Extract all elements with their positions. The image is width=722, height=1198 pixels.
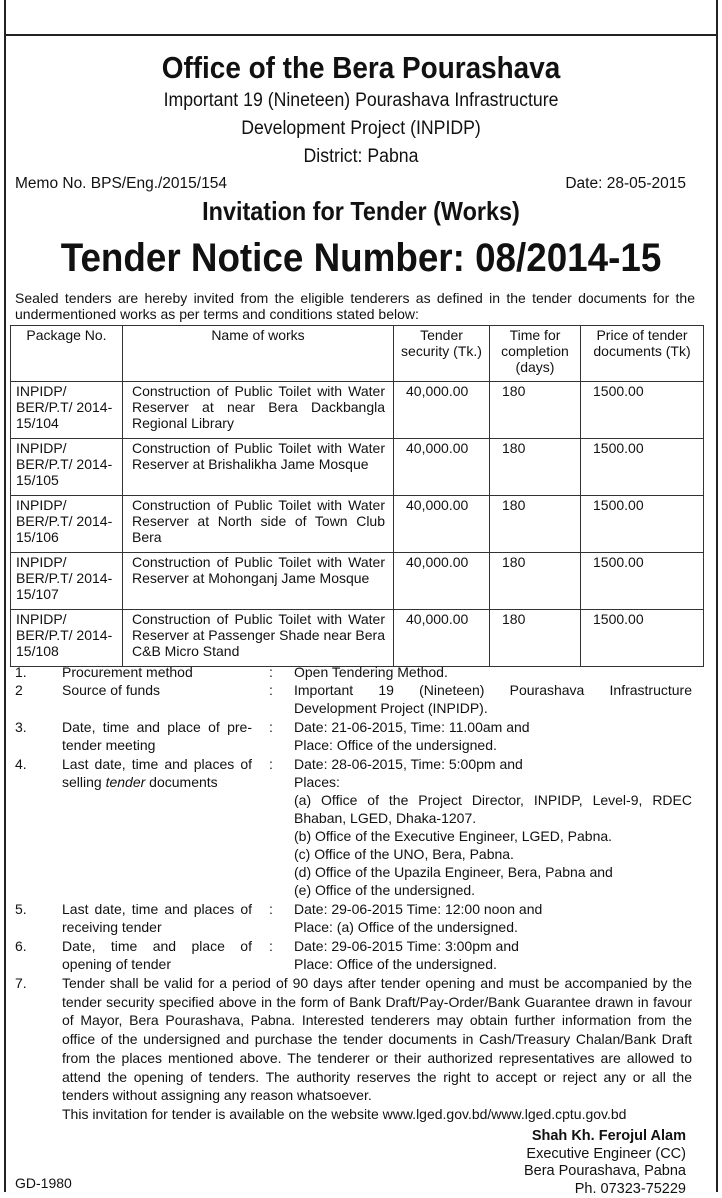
project-line-2: Development Project (INPIDP)	[25, 118, 696, 140]
table-header-row	[11, 326, 704, 382]
project-line-1: Important 19 (Nineteen) Pourashava Infrastructure	[25, 90, 696, 112]
item-value	[294, 900, 692, 936]
signature-block	[524, 1128, 686, 1198]
value-line: Date: 29-06-2015 Time: 3:00pm and	[294, 937, 692, 955]
tender-table	[10, 325, 704, 667]
tender-security: 40,000.00	[394, 439, 490, 496]
condition-item	[15, 900, 695, 937]
column-header: Price of tender documents (Tk)	[581, 326, 704, 382]
item-number: 5.	[15, 900, 27, 918]
item-colon: :	[269, 663, 273, 681]
item-label: Source of funds	[62, 681, 252, 699]
value-line: Place: Office of the undersigned.	[294, 955, 692, 973]
office-title: Office of the Bera Pourashava	[36, 50, 686, 86]
package-no: INPIDP/ BER/P.T/ 2014-15/108	[11, 610, 123, 667]
completion-days: 180	[490, 610, 581, 667]
value-line: (d) Office of the Upazila Engineer, Bera, Pabna and	[294, 863, 692, 881]
tender-security: 40,000.00	[394, 382, 490, 439]
invitation-heading: Invitation for Tender (Works)	[36, 196, 686, 227]
signatory-name: Shah Kh. Ferojul Alam	[524, 1128, 686, 1146]
label-text: documents	[145, 774, 217, 790]
item-number: 6.	[15, 937, 27, 955]
top-rule	[4, 34, 718, 36]
tender-security: 40,000.00	[394, 496, 490, 553]
condition-item	[15, 974, 695, 1124]
item-number: 3.	[15, 718, 27, 736]
work-name: Construction of Public Toilet with Water Reserver at Brishalikha Jame Mosque	[123, 439, 394, 496]
column-header: Name of works	[123, 326, 394, 382]
item-number: 2	[15, 681, 23, 699]
item-label: Procurement method	[62, 663, 252, 681]
work-name: Construction of Public Toilet with Water Reserver at North side of Town Club Bera	[123, 496, 394, 553]
item-colon: :	[269, 718, 273, 736]
document-price: 1500.00	[581, 439, 704, 496]
item-value: Important 19 (Nineteen) Pourashava Infrastructure Development Project (INPIDP).	[294, 681, 692, 717]
column-header: Time for completion (days)	[490, 326, 581, 382]
website-note: This invitation for tender is available on the website www.lged.gov.bd/www.lged.cptu.gov.bd	[62, 1105, 692, 1124]
intro-paragraph: Sealed tenders are hereby invited from the eligible tenderers as defined in the tender documents for the undermentioned works as per terms and conditions stated below:	[15, 290, 695, 322]
district-line: District: Pabna	[25, 146, 696, 168]
notice-date: Date: 28-05-2015	[565, 175, 686, 193]
work-name: Construction of Public Toilet with Water Reserver at near Bera Dackbangla Regional Library	[123, 382, 394, 439]
tender-security: 40,000.00	[394, 610, 490, 667]
package-no: INPIDP/ BER/P.T/ 2014-15/106	[11, 496, 123, 553]
tender-security: 40,000.00	[394, 553, 490, 610]
value-line: Date: 21-06-2015, Time: 11.00am and	[294, 718, 692, 736]
column-header: Tender security (Tk.)	[394, 326, 490, 382]
document-price: 1500.00	[581, 610, 704, 667]
item-number: 1.	[15, 663, 27, 681]
condition-item	[15, 718, 695, 755]
package-no: INPIDP/ BER/P.T/ 2014-15/105	[11, 439, 123, 496]
signatory-title: Executive Engineer (CC)	[524, 1146, 686, 1164]
item-value	[294, 663, 692, 681]
value-line: Place: (a) Office of the undersigned.	[294, 918, 692, 936]
tender-conditions	[15, 663, 695, 1124]
value-line: Date: 28-06-2015, Time: 5:00pm and	[294, 755, 692, 773]
item-label: Last date, time and places of receiving tender	[62, 900, 252, 936]
item-text: Tender shall be valid for a period of 90 days after tender opening and must be accompanied by the tender security specified above in the form of Bank Draft/Pay-Order/Bank Guarantee drawn in favour of Mayor, Bera Pourashava, Pabna. Interested tenderers may obtain further information from the office of the undersigned and purchase the tender documents in Cash/Treasury Chalan/Bank Draft from the places mentioned above. The tenderer or their authorized representatives are allowed to attend the opening of tenders. The authority reserves the right to accept or reject any or all the tenders without assigning any reason whatsoever.	[62, 974, 692, 1105]
table-row	[11, 439, 704, 496]
item-label: Date, time and place of pre-tender meeting	[62, 718, 252, 754]
value-line: (c) Office of the UNO, Bera, Pabna.	[294, 845, 692, 863]
label-emphasis: tender	[106, 774, 146, 790]
value-line: Date: 29-06-2015 Time: 12:00 noon and	[294, 900, 692, 918]
document-price: 1500.00	[581, 382, 704, 439]
package-no: INPIDP/ BER/P.T/ 2014-15/104	[11, 382, 123, 439]
value-line: Places:	[294, 773, 692, 791]
table-row	[11, 496, 704, 553]
work-name: Construction of Public Toilet with Water Reserver at Mohonganj Jame Mosque	[123, 553, 394, 610]
label-text: Last date, time and places of selling	[62, 756, 252, 790]
item-colon: :	[269, 900, 273, 918]
gd-code: GD-1980	[15, 1175, 72, 1191]
item-label: Date, time and place of opening of tender	[62, 937, 252, 973]
value-line: (e) Office of the undersigned.	[294, 881, 692, 899]
item-colon: :	[269, 681, 273, 699]
item-colon: :	[269, 937, 273, 955]
completion-days: 180	[490, 496, 581, 553]
work-name: Construction of Public Toilet with Water Reserver at Passenger Shade near Bera C&B Micro Stand	[123, 610, 394, 667]
table-row	[11, 382, 704, 439]
completion-days: 180	[490, 553, 581, 610]
item-number: 7.	[15, 974, 27, 992]
value-line: Place: Office of the undersigned.	[294, 736, 692, 754]
item-number: 4.	[15, 755, 27, 773]
tender-notice-number: Tender Notice Number: 08/2014-15	[29, 236, 693, 281]
table-row	[11, 553, 704, 610]
condition-item	[15, 681, 695, 718]
item-colon: :	[269, 755, 273, 773]
item-value	[294, 755, 692, 899]
signatory-org: Bera Pourashava, Pabna	[524, 1163, 686, 1181]
memo-number: Memo No. BPS/Eng./2015/154	[15, 175, 227, 193]
table-row	[11, 610, 704, 667]
document-price: 1500.00	[581, 496, 704, 553]
item-label	[62, 755, 252, 791]
column-header: Package No.	[11, 326, 123, 382]
package-no: INPIDP/ BER/P.T/ 2014-15/107	[11, 553, 123, 610]
completion-days: 180	[490, 382, 581, 439]
completion-days: 180	[490, 439, 581, 496]
condition-item	[15, 755, 695, 900]
condition-item	[15, 663, 695, 681]
signatory-phone: Ph. 07323-75229	[524, 1181, 686, 1198]
value-line: (b) Office of the Executive Engineer, LGED, Pabna.	[294, 827, 692, 845]
item-value	[294, 937, 692, 973]
document-price: 1500.00	[581, 553, 704, 610]
condition-item	[15, 937, 695, 974]
value-line: (a) Office of the Project Director, INPIDP, Level-9, RDEC Bhaban, LGED, Dhaka-1207.	[294, 791, 692, 827]
item-value	[294, 718, 692, 754]
value-line: Open Tendering Method.	[294, 663, 692, 681]
